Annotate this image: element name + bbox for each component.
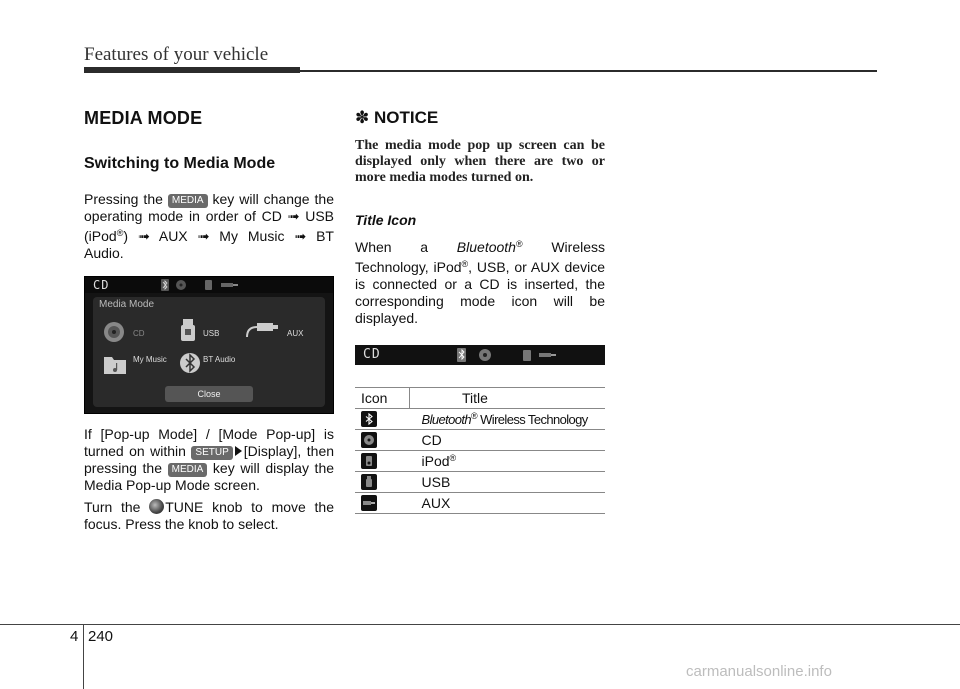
text: USB — [421, 474, 451, 490]
table-cell-icon — [355, 430, 410, 451]
text: AUX — [421, 495, 451, 511]
notice-text: The media mode pop up screen can be displayed only when there are two or more media modes turned on. — [355, 138, 605, 185]
watermark: carmanualsonline.info — [686, 663, 832, 680]
footer-rule — [0, 624, 960, 625]
text: When a — [355, 239, 429, 255]
mode-item-cd[interactable]: CD — [133, 329, 145, 338]
aux-icon — [243, 321, 279, 341]
folder-music-icon — [103, 353, 127, 375]
footer-divider — [83, 624, 84, 689]
setup-key-badge: SETUP — [191, 446, 232, 460]
text: Wireless Technology, iPod — [355, 239, 605, 275]
table-cell-title — [410, 409, 606, 430]
notice-heading: ✽ NOTICE — [355, 108, 439, 127]
section-heading: MEDIA MODE — [84, 108, 203, 128]
table-cell-title — [410, 472, 606, 493]
column-header-icon: Icon — [355, 388, 410, 409]
registered-mark: ® — [515, 239, 523, 249]
bt-audio-icon — [179, 352, 201, 376]
header-rule-thick — [84, 67, 300, 73]
table-cell-icon — [355, 493, 410, 514]
table-cell-icon — [355, 409, 410, 430]
status-bar-mode-label: CD — [363, 347, 381, 362]
mode-item-usb[interactable]: USB — [203, 329, 220, 338]
cd-icon — [361, 432, 377, 448]
panel-title: Media Mode — [99, 299, 155, 310]
arrow-right-icon — [235, 446, 242, 456]
table-row — [355, 472, 605, 493]
text: iPod — [421, 453, 450, 469]
usb-icon — [361, 474, 377, 490]
registered-mark: ® — [461, 259, 469, 269]
table-header-row — [355, 388, 605, 409]
left-column — [84, 108, 334, 533]
header-rule-thin — [300, 70, 877, 72]
table-row — [355, 430, 605, 451]
registered-mark: ® — [449, 453, 457, 463]
paragraph-tune — [84, 499, 334, 533]
paragraph-switching — [84, 191, 334, 262]
mode-item-aux[interactable]: AUX — [287, 329, 304, 338]
close-button[interactable]: Close — [165, 386, 253, 402]
middle-column — [355, 108, 605, 514]
status-bar-icons — [457, 348, 557, 362]
text: [Display], then pressing the — [84, 443, 335, 476]
table-cell-title — [410, 493, 606, 514]
bluetooth-icon — [361, 411, 377, 427]
table-cell-icon — [355, 472, 410, 493]
table-cell-icon — [355, 451, 410, 472]
media-key-badge: MEDIA — [168, 463, 208, 477]
page-header-title: Features of your vehicle — [84, 44, 269, 65]
table-cell-title — [410, 451, 606, 472]
paragraph-popup-mode — [84, 426, 334, 494]
text: Bluetooth — [421, 412, 472, 427]
media-mode-panel — [93, 297, 325, 407]
registered-mark: ® — [471, 411, 478, 421]
tune-knob-icon — [149, 499, 164, 514]
text: Wireless Technology — [477, 412, 588, 427]
mode-item-bt-audio[interactable]: BT Audio — [203, 355, 236, 364]
icon-title-table — [355, 387, 605, 514]
cd-icon — [103, 321, 125, 343]
screen-mode-label: CD — [93, 278, 110, 292]
bluetooth-text: Bluetooth — [456, 239, 516, 255]
table-row — [355, 451, 605, 472]
title-icon-status-bar — [355, 345, 605, 365]
section-number: 4 — [70, 628, 79, 645]
table-cell-title — [410, 430, 606, 451]
text: , USB, or AUX device is connected or a CD is inserted, the corresponding mode icon will be displayed. — [355, 259, 605, 326]
mode-item-my-music[interactable]: My Music — [133, 355, 167, 364]
text: Turn the — [84, 499, 141, 515]
text: TUNE knob to move the focus. Press the knob to select. — [84, 499, 335, 532]
subsection-heading: Switching to Media Mode — [84, 155, 276, 172]
media-key-badge: MEDIA — [168, 194, 208, 208]
page-number: 240 — [88, 628, 114, 645]
screen-status-bar — [85, 277, 333, 293]
table-row — [355, 493, 605, 514]
paragraph-title-icon — [355, 236, 605, 327]
registered-mark: ® — [116, 228, 124, 238]
ipod-icon — [361, 453, 377, 469]
media-mode-popup-screen — [84, 276, 334, 414]
text: CD — [421, 432, 442, 448]
text: Pressing the — [84, 191, 163, 207]
status-icons — [161, 279, 251, 291]
text: key will change the operating mode in order of CD ➟ USB (iPod — [84, 191, 334, 244]
usb-icon — [179, 319, 197, 343]
table-row — [355, 409, 605, 430]
text: key will display the Media Pop-up Mode screen. — [84, 460, 335, 493]
column-header-title: Title — [410, 388, 606, 409]
text: If [Pop-up Mode] / [Mode Pop-up] is turned on within — [84, 426, 334, 459]
title-icon-heading: Title Icon — [355, 212, 417, 228]
text: ) ➟ AUX ➟ My Music ➟ BT Audio. — [84, 228, 334, 261]
aux-icon — [361, 495, 377, 511]
